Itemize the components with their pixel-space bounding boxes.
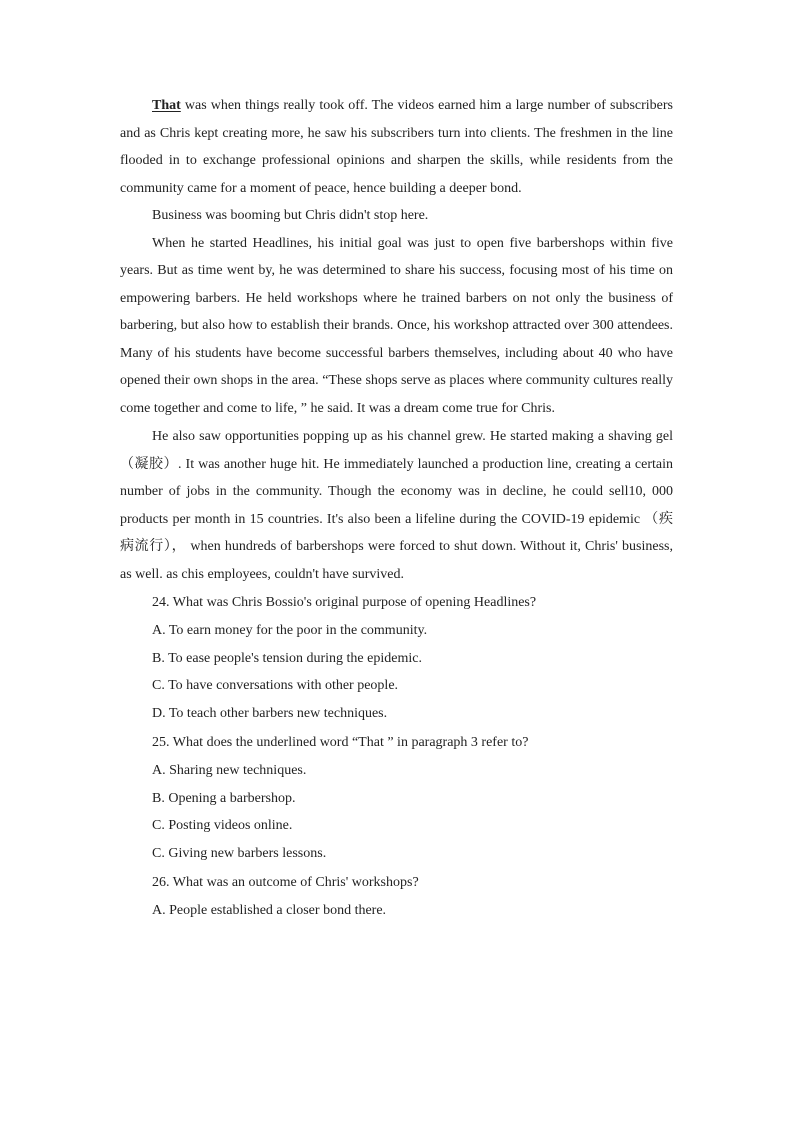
- option-b: B. Opening a barbershop.: [152, 790, 296, 806]
- question-stem: 26. What was an outcome of Chris' workshops?: [152, 874, 419, 890]
- paragraph-business-booming: Business was booming but Chris didn't stop here.: [152, 208, 429, 223]
- option-b: B. To ease people's tension during the epidemic.: [152, 650, 422, 666]
- paragraph-opportunities: He also saw opportunities popping up as his channel grew. He started making a shaving gel （凝胶）. It was another huge hit. He immediately launched a production line, creating a certain number of jobs in the community. Though the economy was in decline, he could sell10, 000 products per month in 15 countries. It's also been a lifeline during the COVID-19 epidemic （疾病流行）， when hundreds of barbershops were forced to shut down. Without it, Chris' business, as well. as chis employees, couldn't have survived.: [120, 429, 673, 582]
- option-d: D. To teach other barbers new techniques.: [152, 706, 388, 722]
- paragraph-headlines-goal: When he started Headlines, his initial goal was just to open five barbershops within five years. But as time went by, he was determined to share his success, focusing most of his time on empowering barbers. He held workshops where he trained barbers on not only the business of barbering, but also how to establish their brands. Once, his workshop attracted over 300 attendees. Many of his students have become successful barbers themselves, including about 40 who have opened their own shops in the area. “These shops serve as places where community cultures really come together and come to life, ” he said. It was a dream come true for Chris.: [120, 235, 673, 416]
- question-26: [120, 869, 673, 925]
- question-25: [120, 729, 673, 868]
- document-page: [120, 92, 673, 925]
- option-a: A. People established a closer bond there.: [152, 902, 387, 918]
- question-stem: 25. What does the underlined word “That ” in paragraph 3 refer to?: [152, 734, 529, 750]
- question-stem: 24. What was Chris Bossio's original purpose of opening Headlines?: [152, 595, 537, 610]
- option-a: A. Sharing new techniques.: [152, 762, 307, 778]
- paragraph-that-took-off: [120, 92, 673, 202]
- option-a: A. To earn money for the poor in the community.: [152, 622, 428, 638]
- paragraph-text: was when things really took off. The videos earned him a large number of subscribers and as Chris kept creating more, he saw his subscribers turn into clients. The freshmen in the line flooded in to exchange professional opinions and sharpen the skills, while residents from the community came for a moment of peace, hence building a deeper bond.: [120, 98, 673, 196]
- underlined-word-that: That: [152, 98, 181, 113]
- option-c: C. Posting videos online.: [152, 818, 293, 834]
- option-c-second: C. Giving new barbers lessons.: [152, 846, 327, 862]
- question-24: [120, 589, 673, 728]
- option-c: C. To have conversations with other people.: [152, 678, 399, 694]
